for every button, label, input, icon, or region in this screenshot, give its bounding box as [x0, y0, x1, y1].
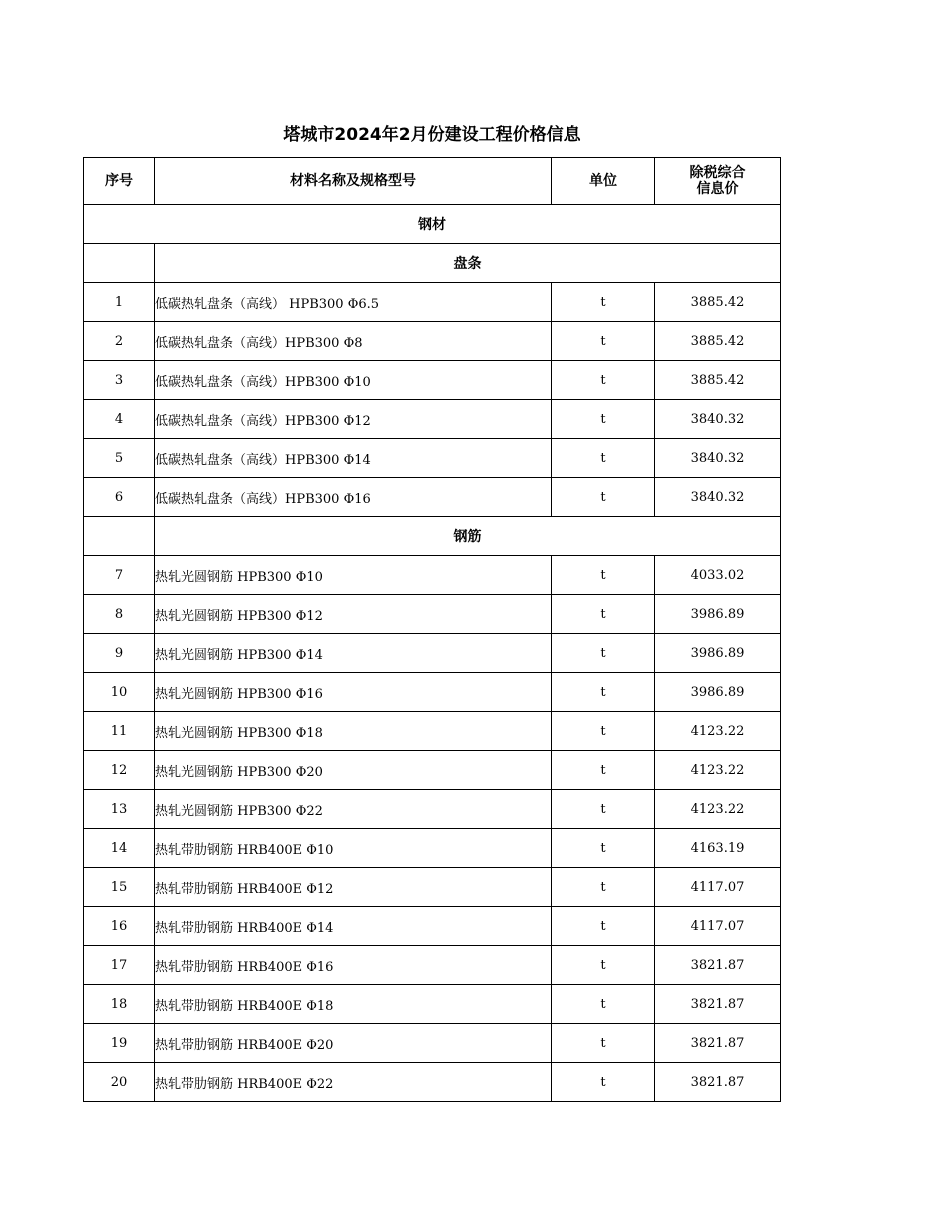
cell-no: 20: [84, 1063, 155, 1102]
cell-no: 4: [84, 400, 155, 439]
table-row: [84, 361, 781, 400]
cell-unit: t: [552, 868, 655, 907]
table-row: [84, 1063, 781, 1102]
cell-no: 15: [84, 868, 155, 907]
cell-price: 3840.32: [655, 478, 781, 517]
cell-no: 3: [84, 361, 155, 400]
table-row: [84, 829, 781, 868]
header-no: 序号: [84, 158, 155, 205]
cell-name: 热轧光圆钢筋 HPB300 Φ14: [155, 634, 552, 673]
table-row: [84, 634, 781, 673]
cell-no: 8: [84, 595, 155, 634]
cell-unit: t: [552, 946, 655, 985]
cell-no: 11: [84, 712, 155, 751]
table-body: [84, 205, 781, 1102]
table-row: [84, 712, 781, 751]
table-row: [84, 322, 781, 361]
cell-unit: t: [552, 673, 655, 712]
table-row: [84, 556, 781, 595]
cell-no: 16: [84, 907, 155, 946]
cell-no: 5: [84, 439, 155, 478]
cell-name: 热轧光圆钢筋 HPB300 Φ12: [155, 595, 552, 634]
cell-price: 4123.22: [655, 712, 781, 751]
page-title: 塔城市2024年2月份建设工程价格信息: [283, 125, 581, 145]
cell-unit: t: [552, 634, 655, 673]
cell-unit: t: [552, 1063, 655, 1102]
cell-name: 热轧带肋钢筋 HRB400E Φ10: [155, 829, 552, 868]
subcategory-label: 盘条: [155, 244, 781, 283]
cell-no: 1: [84, 283, 155, 322]
cell-name: 热轧光圆钢筋 HPB300 Φ18: [155, 712, 552, 751]
cell-name: 热轧光圆钢筋 HPB300 Φ22: [155, 790, 552, 829]
category-row: [84, 205, 781, 244]
cell-unit: t: [552, 790, 655, 829]
cell-unit: t: [552, 985, 655, 1024]
subcategory-row: [84, 244, 781, 283]
header-price: [655, 158, 781, 205]
cell-price: 3986.89: [655, 673, 781, 712]
cell-name: 热轧带肋钢筋 HRB400E Φ12: [155, 868, 552, 907]
cell-price: 4117.07: [655, 907, 781, 946]
header-name: 材料名称及规格型号: [155, 158, 552, 205]
cell-name: 热轧带肋钢筋 HRB400E Φ16: [155, 946, 552, 985]
cell-price: 3986.89: [655, 634, 781, 673]
subcategory-label: 钢筋: [155, 517, 781, 556]
header-unit: 单位: [552, 158, 655, 205]
cell-no: 19: [84, 1024, 155, 1063]
cell-price: 3885.42: [655, 361, 781, 400]
table-row: [84, 439, 781, 478]
cell-price: 3885.42: [655, 283, 781, 322]
cell-no: 14: [84, 829, 155, 868]
cell-price: 4123.22: [655, 790, 781, 829]
cell-no: 2: [84, 322, 155, 361]
cell-unit: t: [552, 595, 655, 634]
cell-name: 热轧光圆钢筋 HPB300 Φ16: [155, 673, 552, 712]
subcategory-empty-cell: [84, 244, 155, 283]
table-row: [84, 868, 781, 907]
cell-price: 3885.42: [655, 322, 781, 361]
cell-name: 低碳热轧盘条（高线）HPB300 Φ10: [155, 361, 552, 400]
cell-unit: t: [552, 829, 655, 868]
subcategory-empty-cell: [84, 517, 155, 556]
cell-unit: t: [552, 751, 655, 790]
cell-name: 热轧带肋钢筋 HRB400E Φ14: [155, 907, 552, 946]
cell-unit: t: [552, 907, 655, 946]
table-row: [84, 751, 781, 790]
cell-no: 18: [84, 985, 155, 1024]
cell-unit: t: [552, 400, 655, 439]
cell-unit: t: [552, 439, 655, 478]
table-row: [84, 478, 781, 517]
cell-price: 4123.22: [655, 751, 781, 790]
cell-no: 17: [84, 946, 155, 985]
cell-name: 热轧带肋钢筋 HRB400E Φ18: [155, 985, 552, 1024]
cell-price: 4033.02: [655, 556, 781, 595]
subcategory-row: [84, 517, 781, 556]
table-row: [84, 1024, 781, 1063]
header-price-line2: 信息价: [696, 181, 739, 197]
cell-name: 低碳热轧盘条（高线）HPB300 Φ8: [155, 322, 552, 361]
cell-unit: t: [552, 478, 655, 517]
cell-no: 12: [84, 751, 155, 790]
cell-name: 热轧光圆钢筋 HPB300 Φ10: [155, 556, 552, 595]
cell-price: 3821.87: [655, 1063, 781, 1102]
cell-price: 4117.07: [655, 868, 781, 907]
header-price-line1: 除税综合: [689, 165, 746, 181]
cell-name: 低碳热轧盘条（高线） HPB300 Φ6.5: [155, 283, 552, 322]
cell-unit: t: [552, 322, 655, 361]
table-header-row: [84, 158, 781, 205]
cell-no: 7: [84, 556, 155, 595]
cell-name: 热轧光圆钢筋 HPB300 Φ20: [155, 751, 552, 790]
table-row: [84, 400, 781, 439]
cell-no: 6: [84, 478, 155, 517]
cell-name: 低碳热轧盘条（高线）HPB300 Φ14: [155, 439, 552, 478]
cell-no: 13: [84, 790, 155, 829]
cell-unit: t: [552, 712, 655, 751]
table-row: [84, 595, 781, 634]
cell-unit: t: [552, 1024, 655, 1063]
table-row: [84, 790, 781, 829]
cell-unit: t: [552, 556, 655, 595]
cell-price: 3840.32: [655, 400, 781, 439]
table-row: [84, 985, 781, 1024]
cell-price: 3821.87: [655, 946, 781, 985]
cell-unit: t: [552, 283, 655, 322]
cell-unit: t: [552, 361, 655, 400]
cell-price: 3821.87: [655, 1024, 781, 1063]
cell-name: 热轧带肋钢筋 HRB400E Φ22: [155, 1063, 552, 1102]
cell-no: 9: [84, 634, 155, 673]
cell-price: 3840.32: [655, 439, 781, 478]
table-row: [84, 283, 781, 322]
table-row: [84, 946, 781, 985]
table-row: [84, 673, 781, 712]
cell-name: 热轧带肋钢筋 HRB400E Φ20: [155, 1024, 552, 1063]
cell-price: 4163.19: [655, 829, 781, 868]
cell-price: 3986.89: [655, 595, 781, 634]
price-table: [83, 157, 781, 1102]
cell-name: 低碳热轧盘条（高线）HPB300 Φ16: [155, 478, 552, 517]
category-label: 钢材: [84, 205, 781, 244]
table-row: [84, 907, 781, 946]
cell-price: 3821.87: [655, 985, 781, 1024]
cell-name: 低碳热轧盘条（高线）HPB300 Φ12: [155, 400, 552, 439]
cell-no: 10: [84, 673, 155, 712]
